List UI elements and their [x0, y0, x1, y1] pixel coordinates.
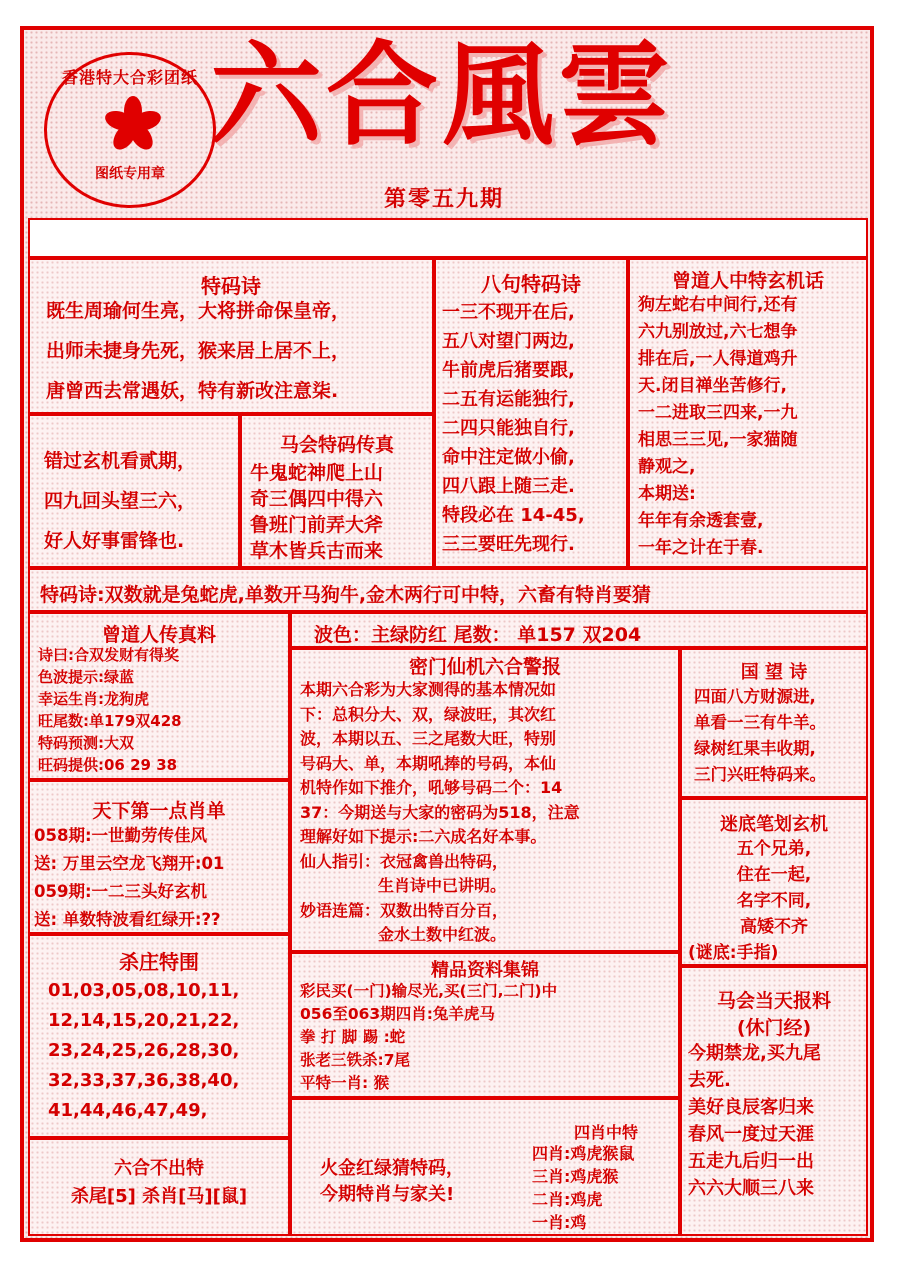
guowang-title: 国 望 诗 — [740, 662, 808, 683]
tianxia-line: 059期:一二三头好玄机 — [34, 882, 208, 901]
mimen-line: 生肖诗中已讲明。 — [300, 876, 506, 895]
banner-box — [28, 568, 868, 612]
tianxia-line: 送: 单数特波看红绿开:?? — [34, 910, 221, 929]
mimen-line: 理解好如下提示:二六成名好本事。 — [300, 827, 547, 846]
mimen-line: 机特作如下推介，吼够号码二个：14 — [300, 778, 563, 797]
bauhinia-icon — [103, 95, 163, 155]
jingpin-line: 彩民买(一门)输尽光,买(三门,二门)中 — [300, 982, 558, 1000]
jingpin-line: 张老三铁杀:7尾 — [300, 1051, 410, 1069]
daoren-fax-line: 旺码提供:06 29 38 — [38, 756, 178, 774]
buchu-title: 六合不出特 — [114, 1158, 204, 1179]
tianxia-line: 送: 万里云空龙飞翔开:01 — [34, 854, 225, 873]
mimen-title: 密门仙机六合警报 — [408, 656, 561, 678]
jingpin-title: 精品资料集锦 — [431, 960, 539, 981]
midi-box — [680, 798, 868, 966]
tema-poem-box — [28, 258, 434, 414]
huojin-line: 火金红绿猜特码， — [320, 1158, 464, 1179]
wave-row-box — [290, 612, 868, 648]
baju-title: 八句特码诗 — [481, 272, 581, 296]
tema-poem-line: 出师未捷身先死，猴来居上居不上， — [46, 340, 351, 362]
xuanji-line: 错过玄机看贰期， — [44, 450, 197, 472]
daoren-xuanji-line: 六九别放过,六七想争 — [638, 322, 798, 342]
daoren-xuanji-line: 相思三三见,一家猫随 — [638, 430, 798, 450]
guowang-line: 三门兴旺特码来。 — [694, 765, 826, 784]
tema-poem-line: 既生周瑜何生亮，大将拼命保皇帝， — [46, 300, 351, 322]
tema-poem-title: 特码诗 — [201, 274, 261, 298]
xuanji-line: 好人好事雷锋也. — [44, 530, 185, 552]
buchu-text: 杀尾[5] 杀肖[马][鼠] — [70, 1186, 248, 1207]
mahui-tema-title: 马会特码传真 — [279, 434, 394, 456]
baju-box — [434, 258, 628, 568]
mahui-day-line: 春风一度过天涯 — [688, 1124, 814, 1145]
guowang-line: 单看一三有牛羊。 — [694, 713, 826, 732]
shazhuang-line: 41,44,46,47,49, — [48, 1100, 208, 1121]
seal-bottom-text: 图纸专用章 — [95, 166, 165, 182]
midi-line: (谜底:手指) — [688, 943, 779, 963]
jingpin-line: 平特一肖: 猴 — [300, 1074, 390, 1092]
mimen-line: 波，本期以五、三之尾数大旺，特别 — [300, 729, 557, 748]
mahui-tema-line: 牛鬼蛇神爬上山 — [250, 462, 384, 484]
sixiao-line: 一肖:鸡 — [532, 1213, 587, 1232]
issue-number: 第零五九期 — [384, 187, 505, 212]
seal-stamp — [44, 52, 216, 208]
daoren-xuanji-line: 狗左蛇右中间行,还有 — [638, 295, 798, 315]
wave-row-text: 波色：主绿防红 尾数： 单157 双204 — [314, 624, 642, 646]
baju-line: 四八跟上随三走. — [442, 476, 575, 497]
mahui-day-line: 美好良辰客归来 — [688, 1097, 814, 1118]
shazhuang-line: 23,24,25,26,28,30, — [48, 1040, 240, 1061]
sixiao-line: 二肖:鸡虎 — [532, 1190, 603, 1209]
midi-line: 住在一起, — [736, 865, 812, 885]
midi-line: 高矮不齐 — [740, 917, 808, 937]
tianxia-box — [28, 780, 290, 934]
huojin-box — [290, 1098, 680, 1236]
header-band — [28, 218, 868, 258]
midi-line: 五个兄弟, — [736, 839, 812, 859]
mimen-line: 下：总积分大、双，绿波旺，其次红 — [300, 704, 557, 724]
tema-poem-line: 唐曾西去常遇妖，特有新改注意柒. — [46, 380, 339, 402]
daoren-xuanji-line: 一年之计在于春. — [638, 538, 764, 558]
guowang-line: 绿树红果丰收期, — [694, 739, 816, 758]
baju-line: 三三要旺先现行. — [442, 534, 575, 555]
daoren-fax-line: 色波提示:绿蓝 — [38, 668, 134, 686]
mahui-tema-box — [240, 414, 434, 568]
seal-top-text: 香港特大合彩团纸 — [61, 68, 198, 87]
midi-line: 名字不同, — [736, 891, 812, 911]
daoren-fax-title: 曾道人传真料 — [101, 624, 216, 646]
page-title: 六合風雲 — [210, 30, 674, 161]
mahui-day-line: 六六大顺三八来 — [688, 1178, 814, 1199]
mimen-line: 号码大、单，本期吼捧的号码，本仙 — [300, 753, 557, 773]
baju-line: 特段必在 14-45, — [442, 505, 585, 526]
mimen-line: 本期六合彩为大家测得的基本情况如 — [300, 680, 557, 699]
jingpin-line: 拳 打 脚 踢 :蛇 — [300, 1028, 406, 1046]
shazhuang-line: 32,33,37,36,38,40, — [48, 1070, 240, 1091]
sixiao-title: 四肖中特 — [574, 1123, 639, 1142]
mahui-day-box — [680, 966, 868, 1236]
mahui-tema-line: 草木皆兵古而来 — [250, 540, 384, 562]
xuanji-box — [28, 414, 240, 568]
baju-line: 二五有运能独行, — [442, 389, 575, 410]
banner-text: 特码诗:双数就是兔蛇虎,单数开马狗牛,金木两行可中特，六畜有特肖要猜 — [40, 584, 652, 606]
baju-line: 二四只能独自行, — [442, 418, 575, 439]
jingpin-line: 056至063期四肖:兔羊虎马 — [300, 1005, 495, 1023]
mahui-day-title: 马会当天报料 — [716, 990, 831, 1012]
baju-line: 命中注定做小偷, — [442, 447, 575, 468]
mimen-line: 仙人指引：衣冠禽兽出特码， — [300, 851, 509, 871]
daoren-xuanji-line: 排在后,一人得道鸡升 — [638, 349, 798, 369]
shazhuang-line: 12,14,15,20,21,22, — [48, 1010, 240, 1031]
sixiao-line: 四肖:鸡虎猴鼠 — [532, 1144, 635, 1163]
daoren-xuanji-line: 天.闭目禅坐苦修行, — [638, 376, 787, 396]
baju-line: 五八对望门两边, — [442, 331, 575, 352]
huojin-line: 今期特肖与家关! — [320, 1184, 455, 1205]
daoren-xuanji-line: 本期送: — [638, 484, 696, 504]
shazhuang-line: 01,03,05,08,10,11, — [48, 980, 240, 1001]
mahui-tema-line: 奇三偶四中得六 — [250, 488, 384, 510]
jingpin-box — [290, 952, 680, 1098]
daoren-fax-line: 旺尾数:单179双428 — [38, 712, 182, 730]
guowang-line: 四面八方财源进, — [694, 687, 816, 706]
shazhuang-title: 杀庄特围 — [119, 950, 199, 974]
shazhuang-box — [28, 934, 290, 1138]
baju-line: 牛前虎后猪要跟, — [442, 360, 575, 381]
mahui-day-line: 今期禁龙,买九尾 — [688, 1043, 821, 1064]
daoren-fax-line: 特码预测:大双 — [38, 734, 134, 752]
daoren-xuanji-box — [628, 258, 868, 568]
xuanji-line: 四九回头望三六， — [44, 490, 197, 512]
mahui-day-line: 去死. — [688, 1070, 731, 1091]
mahui-tema-line: 鲁班门前弄大斧 — [250, 514, 384, 536]
baju-line: 一三不现开在后, — [442, 302, 575, 323]
daoren-xuanji-line: 一二进取三四来,一九 — [638, 403, 798, 423]
daoren-xuanji-line: 年年有余透套壹, — [638, 511, 764, 531]
mimen-line: 金水土数中红波。 — [300, 925, 506, 944]
daoren-fax-line: 诗曰:合双发财有得奖 — [38, 646, 179, 664]
daoren-xuanji-title: 曾道人中特玄机话 — [671, 270, 824, 292]
sixiao-line: 三肖:鸡虎猴 — [532, 1167, 619, 1186]
mimen-line: 妙语连篇：双数出特百分百， — [300, 900, 509, 920]
mahui-day-line: 五走九后归一出 — [688, 1151, 814, 1172]
daoren-xuanji-line: 静观之, — [638, 457, 696, 477]
midi-title: 迷底笔划玄机 — [720, 814, 828, 835]
mahui-day-subtitle: (休门经) — [736, 1017, 812, 1039]
mimen-line: 37：今期送与大家的密码为518，注意 — [300, 802, 580, 822]
mimen-box — [290, 648, 680, 952]
daoren-fax-box — [28, 612, 290, 780]
buchu-box — [28, 1138, 290, 1236]
guowang-box — [680, 648, 868, 798]
tianxia-line: 058期:一世勤劳传佳风 — [34, 826, 208, 845]
daoren-fax-line: 幸运生肖:龙狗虎 — [38, 690, 149, 708]
tianxia-title: 天下第一点肖单 — [92, 800, 226, 822]
